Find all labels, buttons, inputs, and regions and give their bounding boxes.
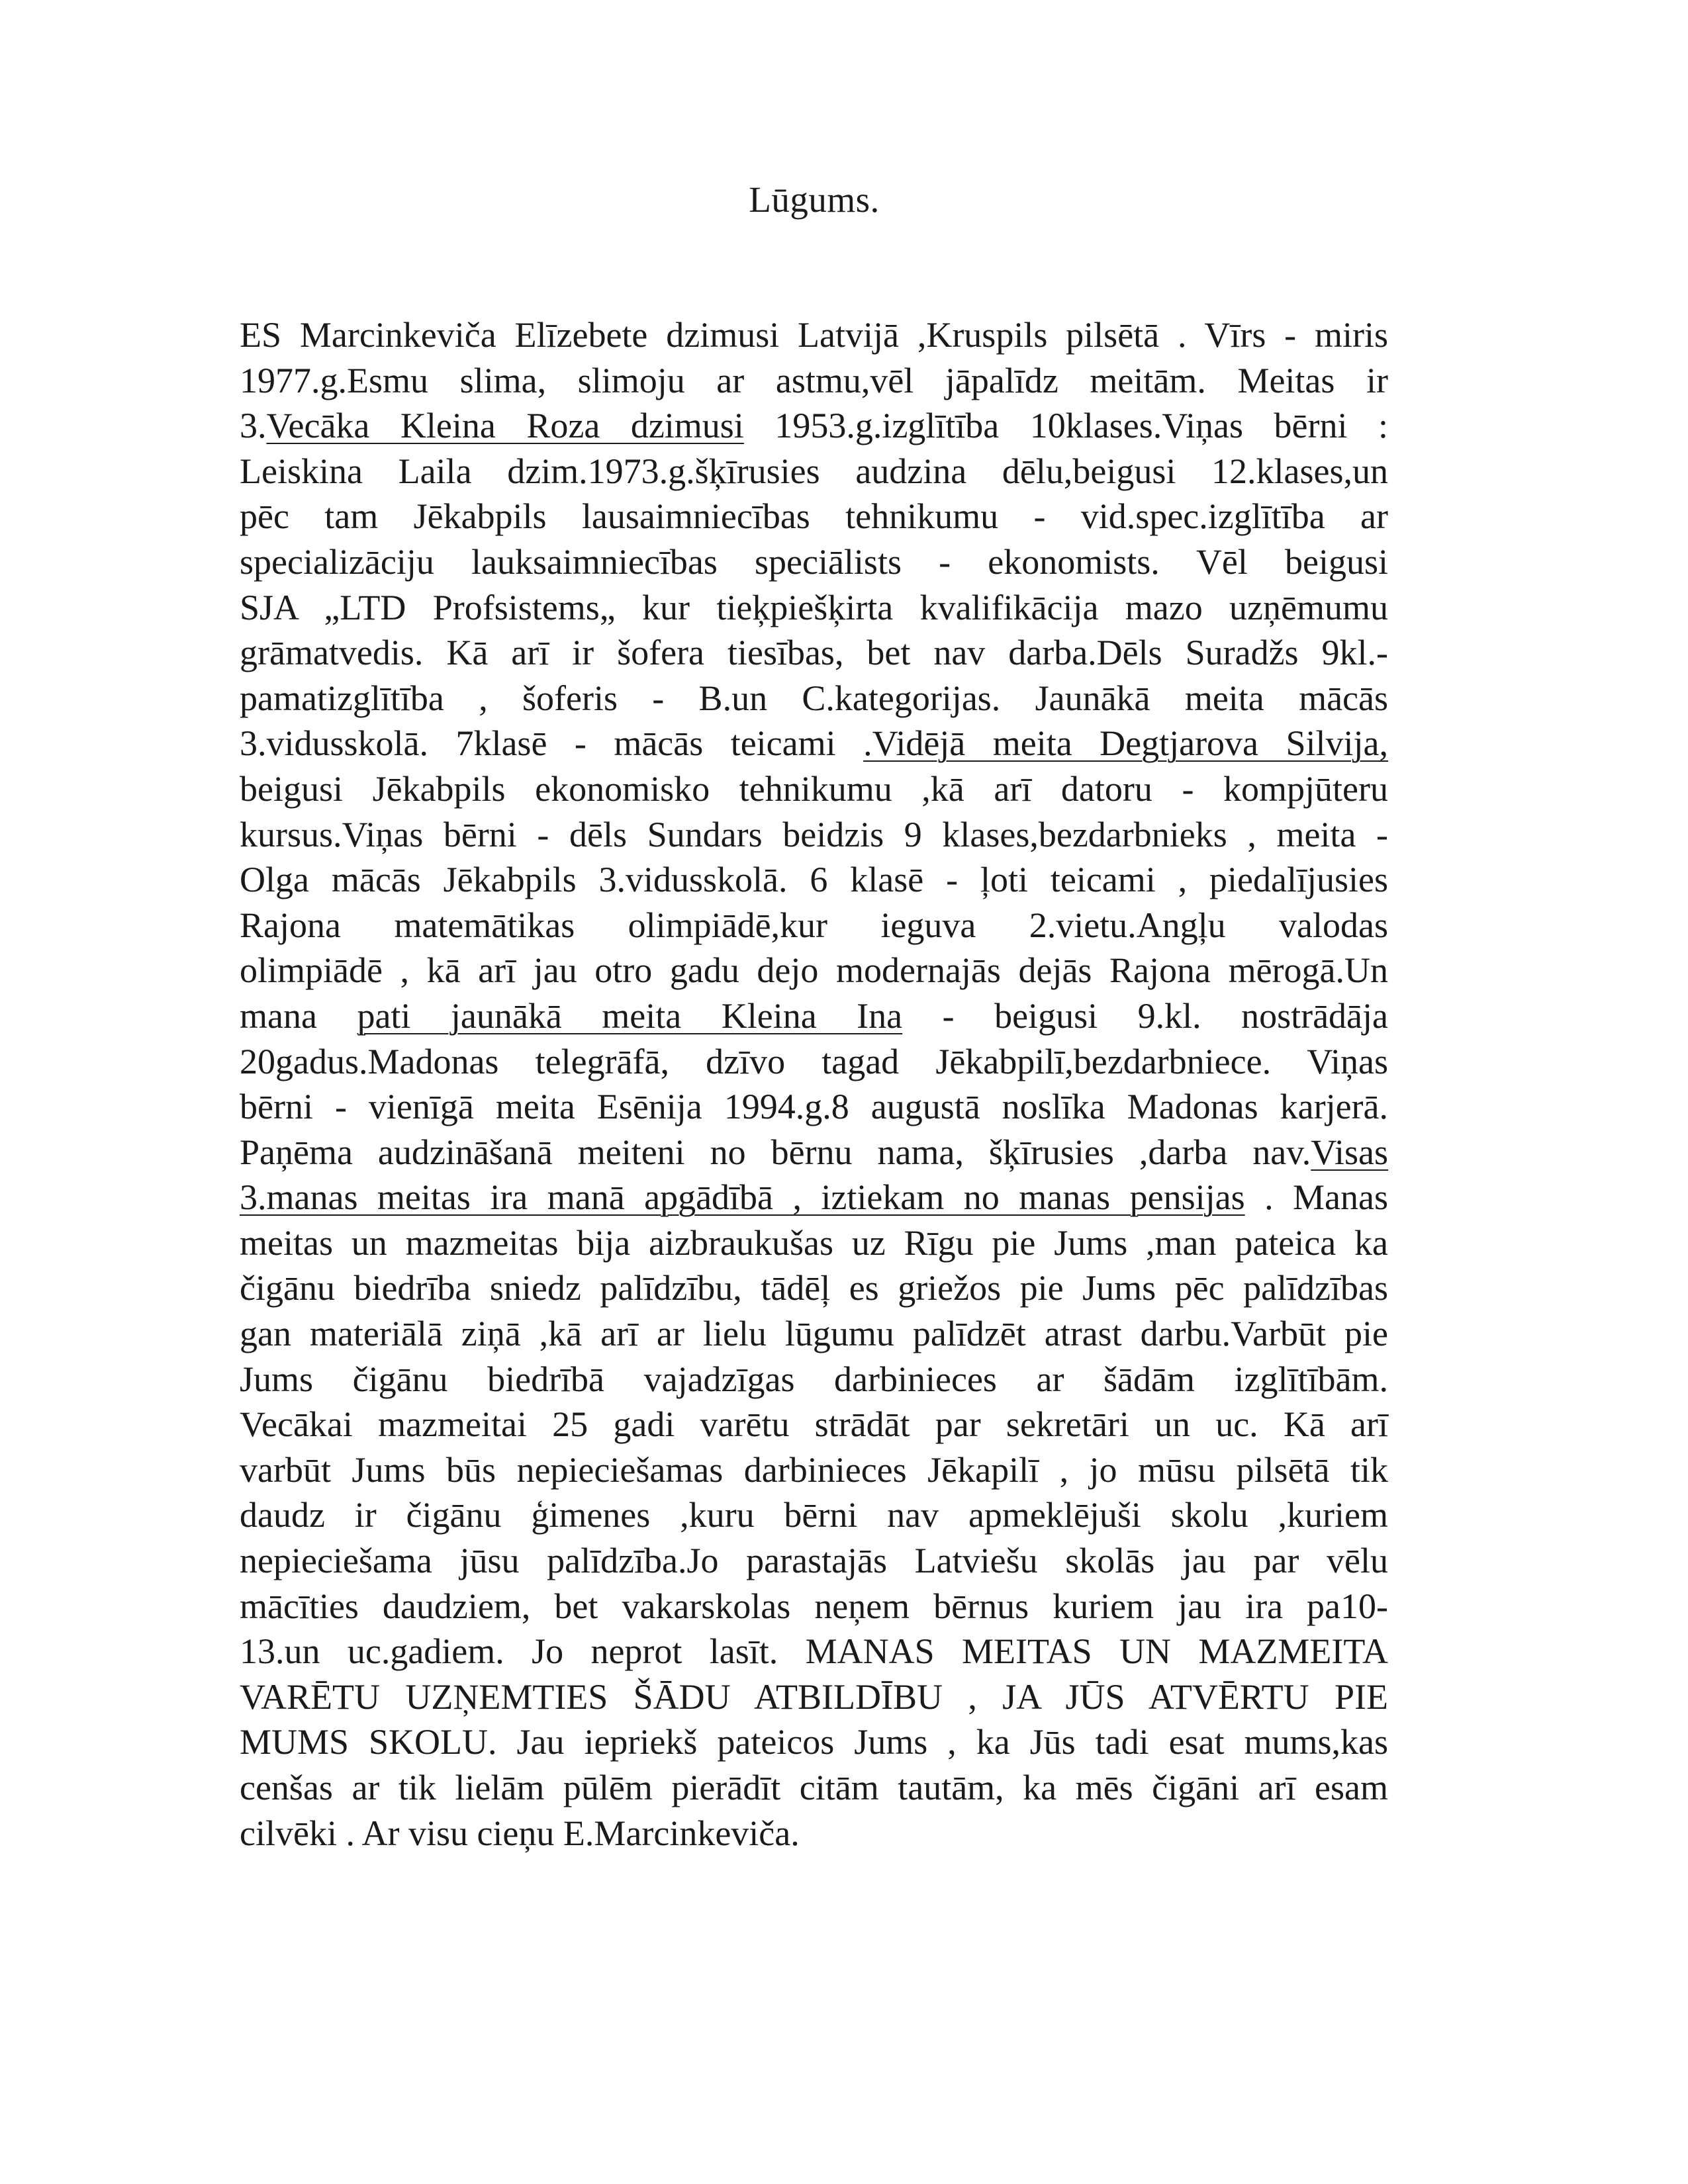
line-text: gan materiālā ziņā ,kā arī ar lielu lūgumu palīdzēt atrast darbu.Varbūt pie xyxy=(240,1314,1388,1354)
body-line xyxy=(240,857,1388,903)
body-line xyxy=(240,312,1388,358)
line-text: mana xyxy=(240,995,357,1036)
body-line xyxy=(240,1492,1388,1538)
line-text: Paņēma audzināšanā meiteni no bērnu nama, šķīrusies ,darba nav. xyxy=(240,1132,1311,1172)
line-text: bērni - vienīgā meita Esēnija 1994.g.8 augustā noslīka Madonas karjerā. xyxy=(240,1087,1388,1127)
body-line xyxy=(240,585,1388,631)
line-text: meitas un mazmeitas bija aizbraukušas uz Rīgu pie Jums ,man pateica ka xyxy=(240,1222,1388,1263)
body-line xyxy=(240,358,1388,404)
body-line xyxy=(240,494,1388,539)
body-line xyxy=(240,1629,1388,1674)
body-line xyxy=(240,948,1388,993)
line-text: beigusi Jēkabpils ekonomisko tehnikumu ,kā arī datoru - kompjūteru xyxy=(240,768,1388,809)
line-text: VARĒTU UZŅEMTIES ŠĀDU ATBILDĪBU , JA JŪS ATVĒRTU PIE xyxy=(240,1676,1388,1717)
body-line xyxy=(240,812,1388,858)
underlined-text: Visas xyxy=(1311,1132,1388,1172)
line-text: Rajona matemātikas olimpiādē,kur ieguva 2.vietu.Angļu valodas xyxy=(240,905,1388,945)
body-line xyxy=(240,676,1388,721)
line-text: cenšas ar tik lielām pūlēm pierādīt citām tautām, ka mēs čigāni arī esam xyxy=(240,1768,1388,1807)
line-text: Olga mācās Jēkabpils 3.vidusskolā. 6 klasē - ļoti teicami , piedalījusies xyxy=(240,860,1388,900)
line-text: 3.vidusskolā. 7klasē - mācās teicami xyxy=(240,723,864,764)
line-text: - beigusi 9.kl. nostrādāja xyxy=(902,995,1388,1036)
body-line xyxy=(240,993,1388,1039)
underlined-text: Vecāka Kleina Roza dzimusi xyxy=(266,406,744,446)
line-text: čigānu biedrība sniedz palīdzību, tādēļ es griežos pie Jums pēc palīdzības xyxy=(240,1268,1388,1308)
line-text: nepieciešama jūsu palīdzība.Jo parastajās Latviešu skolās jau par vēlu xyxy=(240,1541,1388,1581)
line-text: ES Marcinkeviča Elīzebete dzimusi Latvijā ,Kruspils pilsētā . Vīrs - miris xyxy=(240,315,1388,355)
line-text: varbūt Jums būs nepieciešamas darbinieces Jēkapilī , jo mūsu pilsētā tik xyxy=(240,1449,1388,1490)
body-line xyxy=(240,1130,1388,1175)
body-line xyxy=(240,539,1388,585)
line-text: Vecākai mazmeitai 25 gadi varētu strādāt par sekretāri un uc. Kā arī xyxy=(240,1404,1388,1445)
line-text: Jums čigānu biedrībā vajadzīgas darbinieces ar šādām izglītībām. xyxy=(240,1359,1388,1399)
line-text: 20gadus.Madonas telegrāfā, dzīvo tagad Jēkabpilī,bezdarbniece. Viņas xyxy=(240,1041,1388,1081)
body-line xyxy=(240,1811,1388,1856)
line-text: mācīties daudziem, bet vakarskolas neņem bērnus kuriem jau ira pa10- xyxy=(240,1586,1388,1626)
line-text: pēc tam Jēkabpils lausaimniecības tehnikumu - vid.spec.izglītība ar xyxy=(240,496,1388,537)
underlined-text: 3.manas meitas ira manā apgādībā , iztiekam no manas pensijas xyxy=(240,1177,1245,1218)
body-line xyxy=(240,1719,1388,1765)
line-text: daudz ir čigānu ģimenes ,kuru bērni nav apmeklējuši skolu ,kuriem xyxy=(240,1495,1388,1535)
body-line xyxy=(240,1447,1388,1493)
line-text: olimpiādē , kā arī jau otro gadu dejo modernajās dejās Rajona mērogā.Un xyxy=(240,950,1388,991)
letter-body xyxy=(240,312,1388,1856)
body-line xyxy=(240,1311,1388,1357)
body-line xyxy=(240,721,1388,766)
body-line xyxy=(240,1220,1388,1266)
line-text: 1977.g.Esmu slima, slimoju ar astmu,vēl jāpalīdz meitām. Meitas ir xyxy=(240,360,1388,400)
body-line xyxy=(240,1402,1388,1447)
underlined-text: .Vidējā meita Degtjarova Silvija, xyxy=(863,723,1388,764)
line-text: . Manas xyxy=(1244,1177,1388,1218)
line-text: cilvēki . Ar visu cieņu E.Marcinkeviča. xyxy=(240,1813,800,1853)
line-text: specializāciju lauksaimniecības speciālists - ekonomists. Vēl beigusi xyxy=(240,541,1388,582)
body-line xyxy=(240,403,1388,449)
body-line xyxy=(240,1175,1388,1220)
body-line xyxy=(240,1674,1388,1720)
line-text: 13.un uc.gadiem. Jo neprot lasīt. MANAS MEITAS UN MAZMEITA xyxy=(240,1631,1388,1672)
body-line xyxy=(240,1765,1388,1811)
line-text: SJA „LTD Profsistems„ kur tieķpiešķirta kvalifikācija mazo uzņēmumu xyxy=(240,587,1388,627)
body-line xyxy=(240,1084,1388,1130)
document-title: Lūgums. xyxy=(749,179,880,220)
line-text: pamatizglītība , šoferis - B.un C.kategorijas. Jaunākā meita mācās xyxy=(240,678,1388,718)
body-line xyxy=(240,1538,1388,1584)
body-line xyxy=(240,766,1388,812)
body-line xyxy=(240,630,1388,676)
body-line xyxy=(240,1584,1388,1629)
body-line xyxy=(240,903,1388,948)
line-text: MUMS SKOLU. Jau iepriekš pateicos Jums , ka Jūs tadi esat mums,kas xyxy=(240,1722,1388,1762)
line-text: kursus.Viņas bērni - dēls Sundars beidzis 9 klases,bezdarbnieks , meita - xyxy=(240,814,1388,854)
body-line xyxy=(240,449,1388,494)
line-text: 1953.g.izglītība 10klases.Viņas bērni : xyxy=(743,406,1388,446)
line-text: 3. xyxy=(240,406,267,446)
body-line xyxy=(240,1357,1388,1402)
body-line xyxy=(240,1265,1388,1311)
line-text: grāmatvedis. Kā arī ir šofera tiesības, bet nav darba.Dēls Suradžs 9kl.- xyxy=(240,633,1388,673)
body-line xyxy=(240,1039,1388,1085)
line-text: Leiskina Laila dzim.1973.g.šķīrusies audzina dēlu,beigusi 12.klases,un xyxy=(240,451,1388,491)
underlined-text: pati jaunākā meita Kleina Ina xyxy=(357,995,903,1036)
